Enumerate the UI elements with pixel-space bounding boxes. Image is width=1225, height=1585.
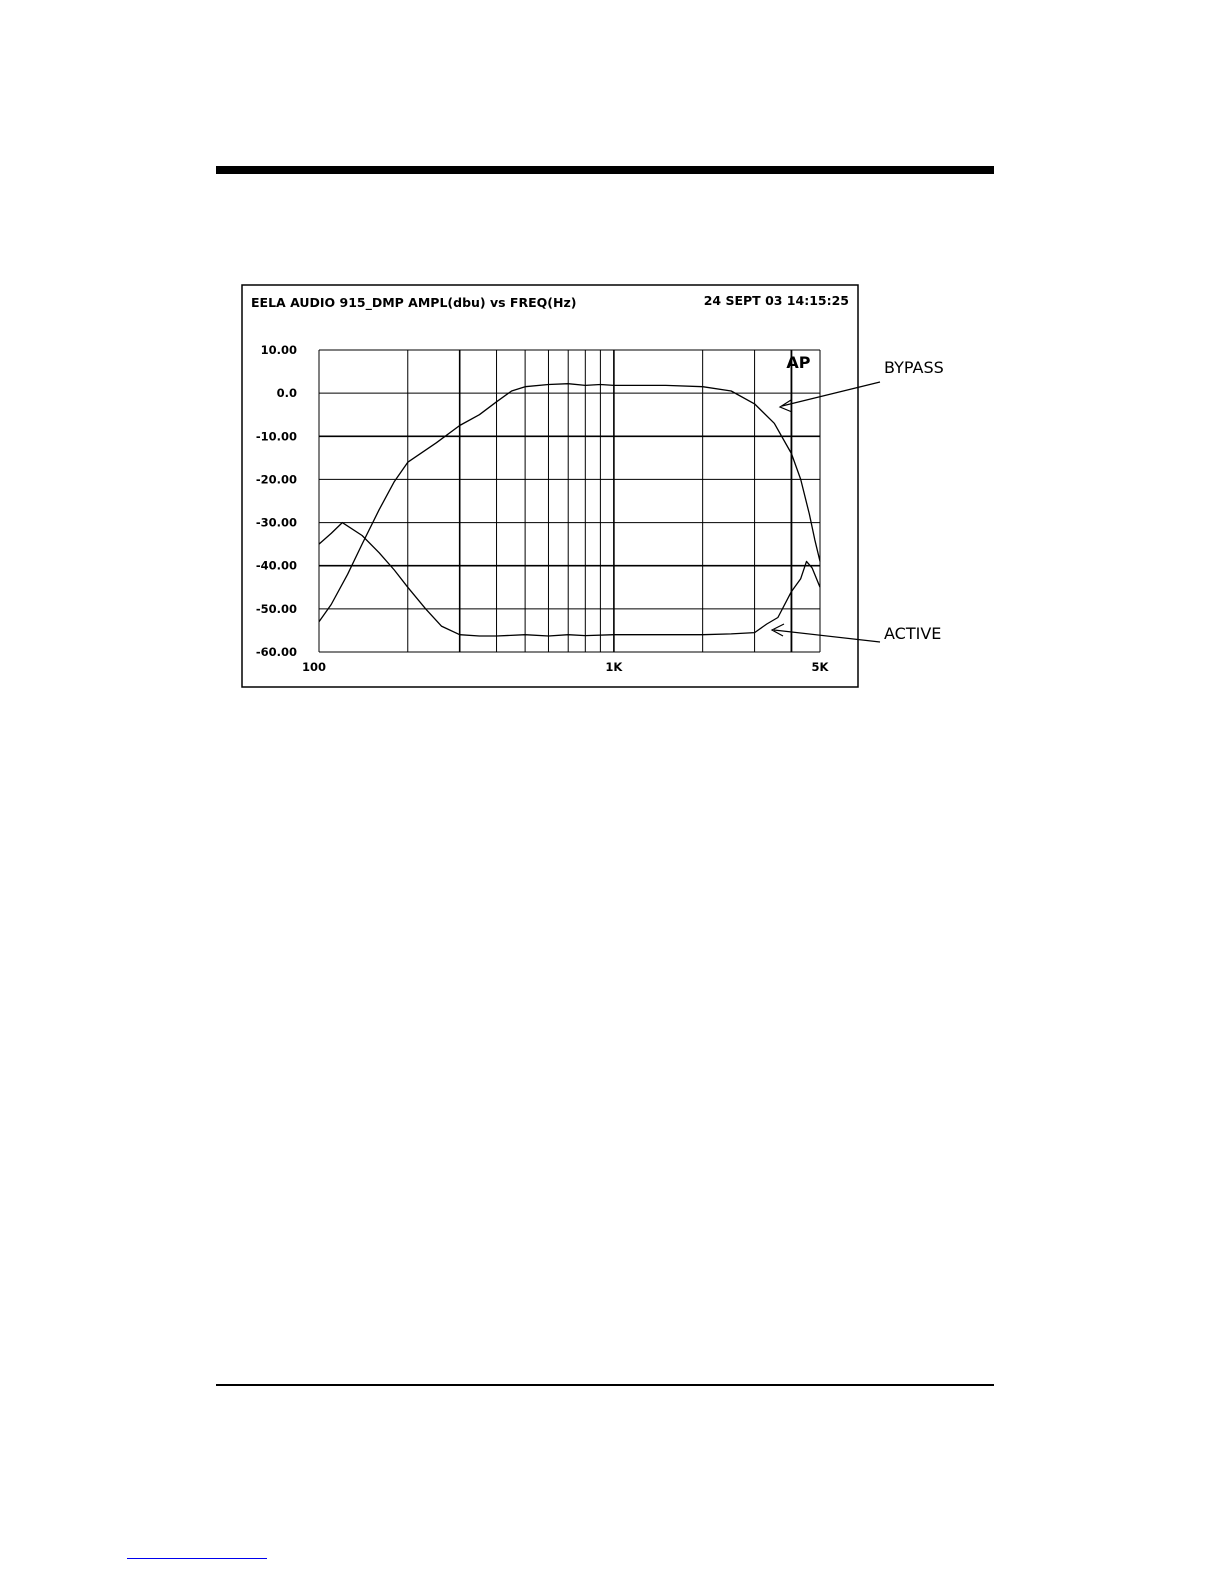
active-annotation-label: ACTIVE bbox=[884, 624, 942, 643]
x-tick-label: 5K bbox=[811, 660, 829, 674]
footer-rule bbox=[216, 1384, 994, 1386]
y-tick-label: -40.00 bbox=[255, 558, 297, 573]
x-tick-label: 1K bbox=[605, 660, 623, 674]
footer-link-underline bbox=[127, 1558, 267, 1559]
x-tick-label: 100 bbox=[301, 660, 326, 674]
y-tick-label: -20.00 bbox=[255, 472, 297, 487]
y-tick-label: -60.00 bbox=[255, 645, 297, 659]
chart-timestamp: 24 SEPT 03 14:15:25 bbox=[703, 293, 849, 308]
y-tick-label: -10.00 bbox=[255, 429, 297, 444]
chart-title: EELA AUDIO 915_DMP AMPL(dbu) vs FREQ(Hz) bbox=[251, 295, 577, 310]
y-tick-label: -30.00 bbox=[255, 515, 297, 530]
y-tick-label: -50.00 bbox=[255, 601, 297, 616]
bypass-annotation-label: BYPASS bbox=[884, 358, 944, 377]
chart-frame bbox=[242, 285, 858, 687]
marker-label: AP bbox=[786, 353, 811, 372]
y-tick-label: 0.0 bbox=[276, 386, 297, 401]
y-tick-label: 10.00 bbox=[260, 343, 297, 357]
